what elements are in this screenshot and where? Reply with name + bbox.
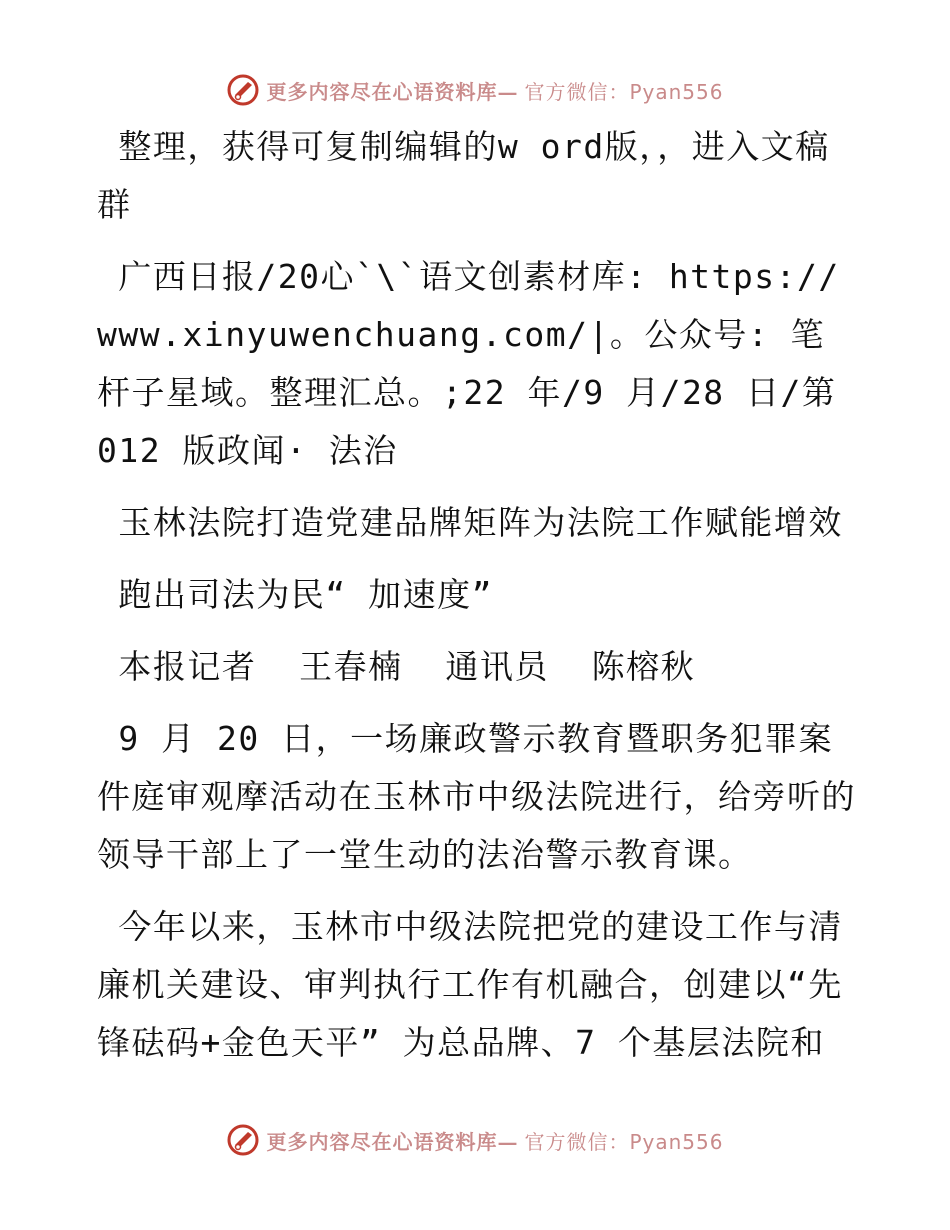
header-banner	[0, 70, 950, 110]
footer-banner	[0, 1120, 950, 1160]
footer-banner-text: 更多内容尽在心语资料库—	[266, 1129, 519, 1154]
article-subtitle: 跑出司法为民“ 加速度”	[97, 575, 493, 614]
header-banner-wechat: 官方微信：Pyan556	[524, 79, 724, 104]
logo-icon	[226, 1123, 260, 1157]
paragraph-source: 广西日报/20心`\`语文创素材库: https://www.xinyuwenchuang.com/|。公众号: 笔杆子星域。整理汇总。;22 年/9 月/28 日/第 012 版政闻· 法治	[97, 257, 858, 470]
document-body	[97, 118, 857, 1086]
logo-icon	[226, 73, 260, 107]
footer-banner-wechat: 官方微信：Pyan556	[524, 1129, 724, 1154]
article-byline: 本报记者 王春楠 通讯员 陈榕秋	[97, 647, 696, 686]
paragraph-intro: 整理，获得可复制编辑的w ord版，，进入文稿群	[97, 127, 830, 224]
article-title: 玉林法院打造党建品牌矩阵为法院工作赋能增效	[97, 503, 843, 542]
header-banner-text: 更多内容尽在心语资料库—	[266, 79, 519, 104]
paragraph-body-1: 9 月 20 日，一场廉政警示教育暨职务犯罪案件庭审观摩活动在玉林市中级法院进行，给旁听的领导干部上了一堂生动的法治警示教育课。	[97, 719, 856, 874]
paragraph-body-2: 今年以来，玉林市中级法院把党的建设工作与清廉机关建设、审判执行工作有机融合，创建以“先锋砝码+金色天平” 为总品牌、7 个基层法院和	[97, 907, 843, 1062]
